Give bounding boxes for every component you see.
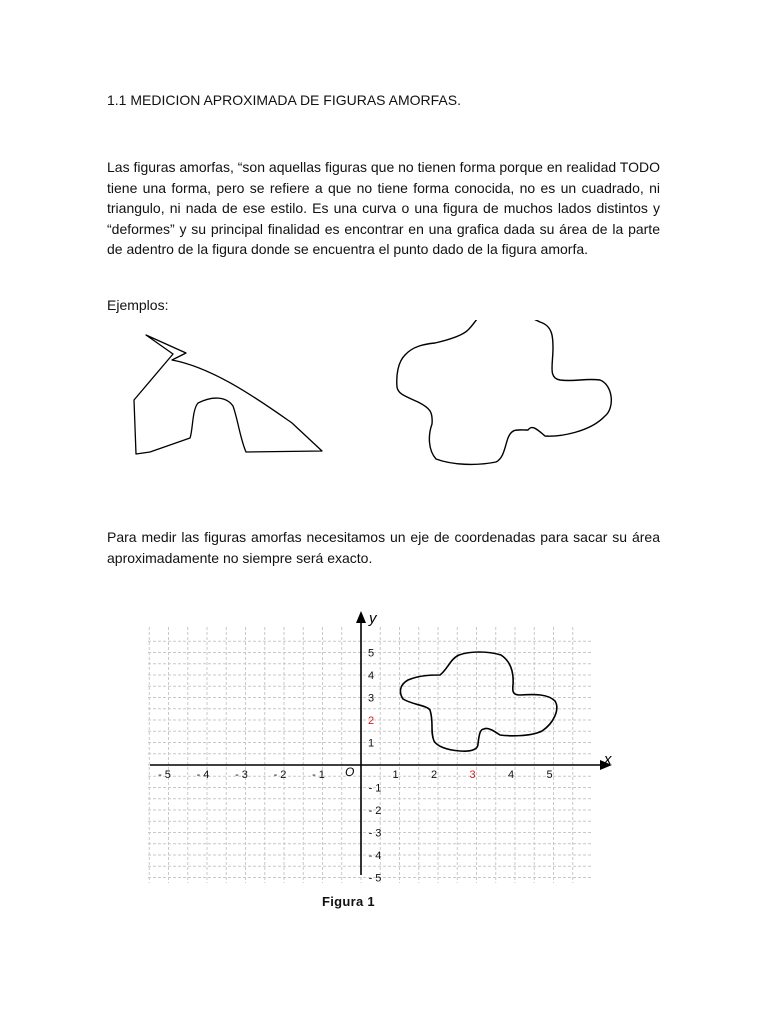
x-axis-label: x (604, 751, 612, 768)
x-tick-label: - 5 (158, 769, 171, 781)
y-tick-label: - 5 (368, 872, 382, 885)
y-tick-label: - 1 (368, 782, 382, 795)
page-title: 1.1 MEDICION APROXIMADA DE FIGURAS AMORFAS. (107, 92, 461, 108)
tick-labels (158, 648, 552, 885)
amorphous-shape-1 (134, 335, 322, 454)
x-tick-label: 1 (392, 769, 399, 781)
figure-caption: Figura 1 (322, 894, 375, 909)
amorphous-shape-on-grid (400, 652, 556, 751)
x-tick-label: 5 (546, 769, 553, 781)
y-tick-label: - 4 (368, 850, 382, 862)
origin-label: O (345, 765, 355, 779)
y-tick-label: 3 (367, 692, 375, 705)
coordinate-paragraph: Para medir las figuras amorfas necesitamos un eje de coordenadas para sacar su área aproximadamente no siempre será exacto. (107, 529, 660, 566)
y-tick-label: 2 (367, 715, 375, 727)
amorphous-shape-2 (397, 320, 612, 464)
y-tick-label: 4 (367, 670, 375, 682)
y-tick-label: 5 (367, 647, 375, 660)
intro-paragraph: Las figuras amorfas, “son aquellas figuras que no tienen forma porque en realidad TODO tiene una forma, pero se refiere a que no tiene forma conocida, no es un cuadrado, ni triangulo, ni nada de ese estilo. Es una curva o una figura de muchos lados distintos y “deformes” y su principal finalidad es encontrar en una grafica dada su área de la parte de adentro de la figura donde se encuentra el punto dado de la figura amorfa. (107, 159, 660, 257)
grid (148, 627, 592, 883)
coordinate-figure (140, 605, 620, 890)
x-tick-label: 2 (430, 769, 438, 781)
x-tick-label: - 3 (235, 769, 248, 781)
x-tick-label: 4 (507, 769, 515, 781)
y-axis-arrow (356, 611, 366, 623)
x-tick-label: 3 (469, 769, 476, 781)
y-tick-label: - 2 (368, 805, 382, 817)
y-tick-label: 1 (367, 737, 375, 750)
x-tick-label: - 4 (196, 769, 210, 781)
y-axis-label: y (369, 610, 377, 627)
x-tick-label: - 2 (273, 769, 287, 781)
x-tick-label: - 1 (312, 769, 325, 781)
examples-label: Ejemplos: (107, 297, 169, 313)
example-shapes (0, 320, 768, 470)
y-tick-label: - 3 (368, 827, 382, 840)
